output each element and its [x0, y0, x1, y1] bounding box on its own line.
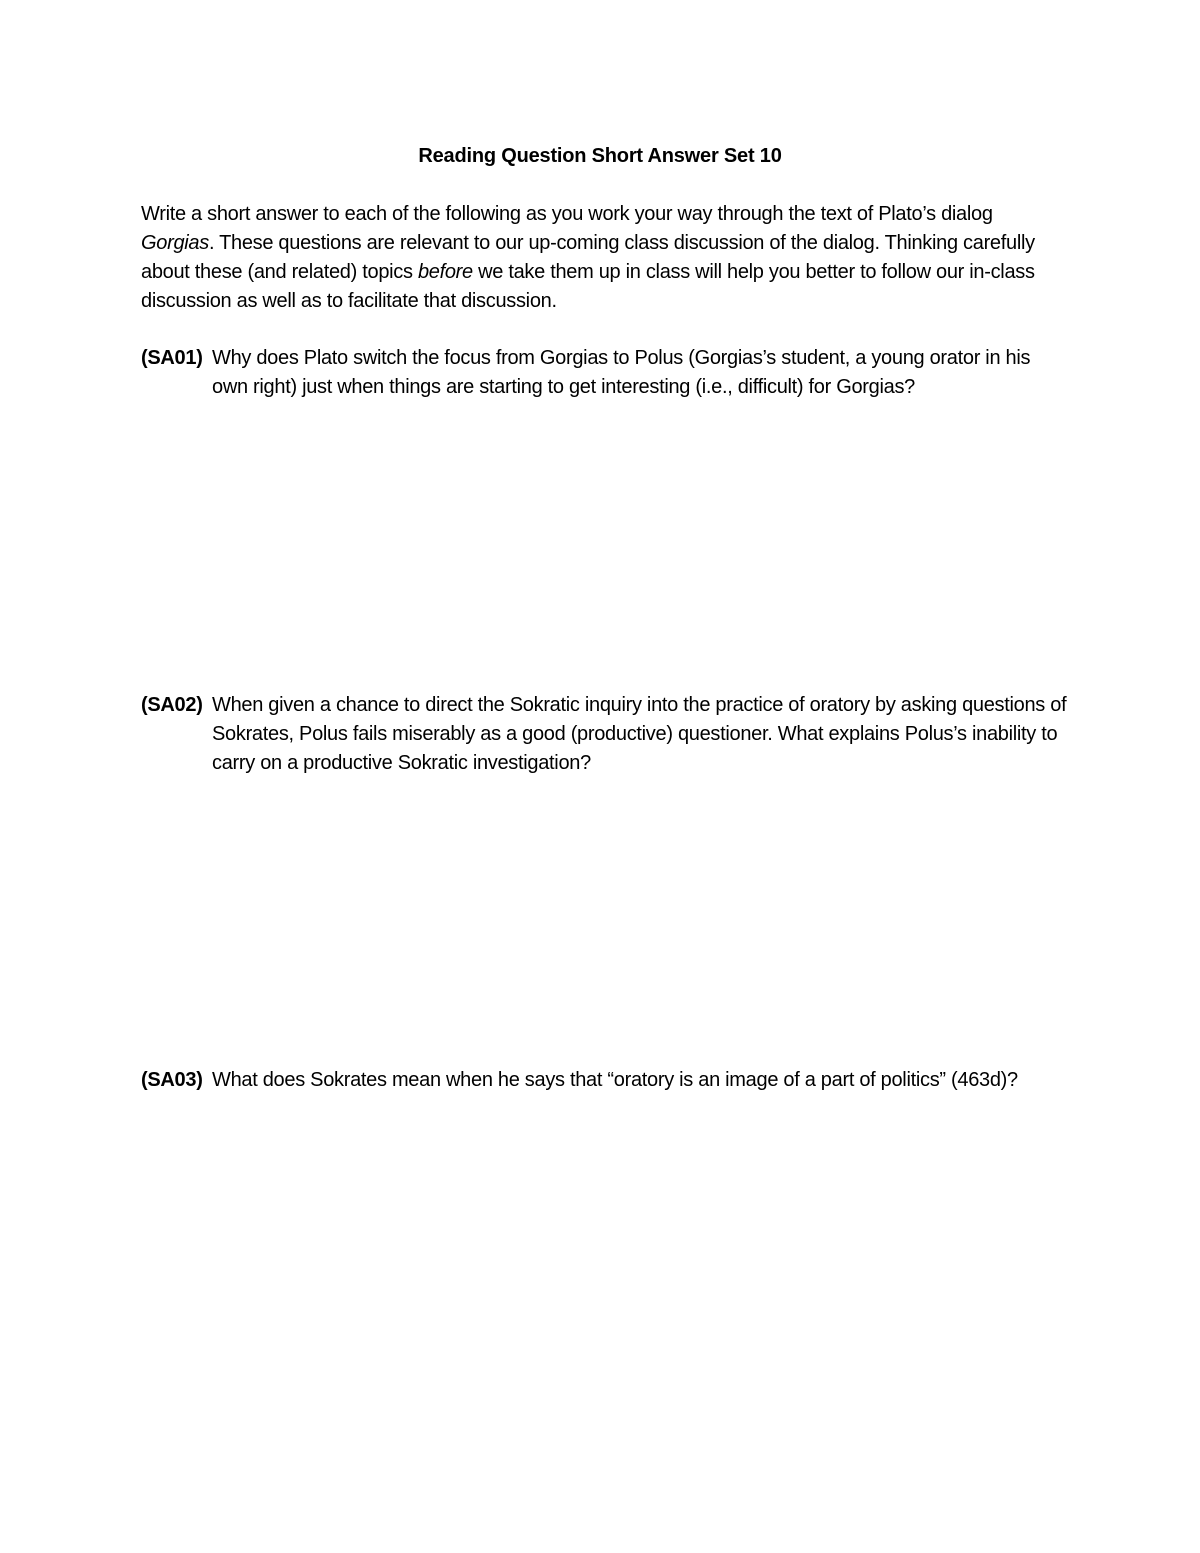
question-sa02 — [141, 691, 1071, 778]
question-text: What does Sokrates mean when he says that “oratory is an image of a part of politics” (463d)? — [212, 1069, 1018, 1091]
intro-text-part2: . These questions are relevant to our up-coming class discussion of the dialog. Thinking carefully about these (and related) topics — [141, 232, 1035, 283]
question-text: Why does Plato switch the focus from Gorgias to Polus (Gorgias’s student, a young orator in his own right) just when things are starting to get interesting (i.e., difficult) for Gorgias? — [212, 347, 1031, 398]
intro-paragraph — [141, 200, 1071, 316]
document-title: Reading Question Short Answer Set 10 — [418, 145, 782, 167]
question-text: When given a chance to direct the Sokratic inquiry into the practice of oratory by asking questions of Sokrates, Polus fails miserably as a good (productive) questioner. What explains Polus’s inability to carry on a productive Sokratic investigation? — [212, 694, 1067, 774]
intro-italic-before: before — [417, 261, 473, 283]
intro-text-part3: we take them up in class will help you better to follow our in-class discussion as well as to facilitate that discussion. — [141, 261, 1035, 312]
question-sa03 — [141, 1066, 1071, 1095]
question-label: (SA03) — [141, 1069, 203, 1091]
intro-text-part1: Write a short answer to each of the following as you work your way through the text of Plato’s dialog — [141, 203, 993, 225]
question-label: (SA01) — [141, 347, 203, 369]
intro-italic-gorgias: Gorgias — [141, 232, 209, 254]
question-sa01 — [141, 344, 1071, 402]
question-label: (SA02) — [141, 694, 203, 716]
